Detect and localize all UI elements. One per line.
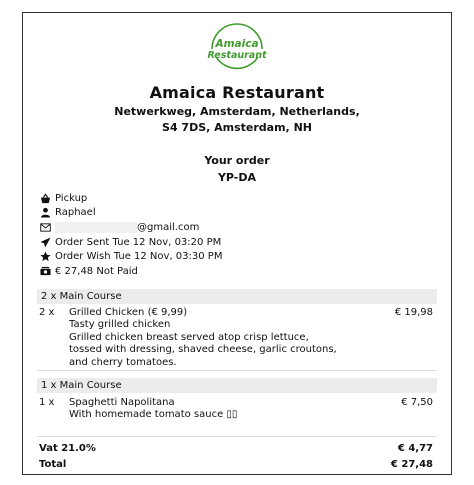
shopping-basket-icon (39, 192, 52, 204)
email-suffix: @gmail.com (137, 221, 200, 233)
total-label: Total (39, 459, 67, 470)
total-value: € 27,48 (390, 459, 433, 470)
item-name: Spaghetti Napolitana (69, 397, 175, 408)
info-payment (39, 264, 439, 279)
item-subtitle: Tasty grilled chicken (69, 319, 171, 331)
logo-graphic (204, 19, 270, 79)
restaurant-name: Amaica Restaurant (149, 83, 325, 102)
section-header: 2 x Main Course (37, 289, 437, 304)
item-quantity: 2 x (39, 307, 55, 318)
item-price: € 19,98 (394, 307, 433, 318)
item-body (69, 307, 337, 369)
pickup-text: Pickup (55, 192, 88, 204)
order-label: Your order (204, 154, 270, 167)
info-name (39, 206, 439, 221)
order-code: YP-DA (217, 171, 257, 184)
order-receipt (22, 12, 452, 475)
logo-line1: Amaica (215, 38, 259, 50)
order-wish-text: Order Wish Tue 12 Nov, 03:30 PM (55, 251, 223, 263)
redacted-email (55, 222, 137, 233)
divider (37, 436, 437, 437)
item-quantity: 1 x (39, 397, 55, 408)
info-pickup (39, 191, 439, 206)
customer-name: Raphael (55, 207, 96, 219)
order-sent-text: Order Sent Tue 12 Nov, 03:20 PM (55, 236, 222, 248)
logo-line2: Restaurant (207, 50, 267, 61)
star-icon (39, 251, 52, 263)
info-email (39, 220, 439, 235)
item-description: Grilled chicken breast served atop crisp lettuce, tossed with dressing, shaved cheese, garlic croutons, and cherry tomatoes. (69, 331, 337, 368)
envelope-icon (39, 221, 52, 233)
item-price: € 7,50 (401, 397, 433, 408)
restaurant-logo (204, 19, 270, 79)
info-order-sent (39, 235, 439, 250)
order-info (39, 191, 439, 279)
restaurant-address-line2: S4 7DS, Amsterdam, NH (162, 121, 312, 134)
item-subtitle: With homemade tomato sauce ▯▯ (69, 409, 238, 421)
money-icon (39, 265, 52, 277)
paper-plane-icon (39, 236, 52, 248)
divider (37, 370, 437, 371)
restaurant-address-line1: Netwerkweg, Amsterdam, Netherlands, (114, 105, 360, 118)
info-order-wish (39, 249, 439, 264)
section-header: 1 x Main Course (37, 378, 437, 393)
item-body (69, 397, 337, 422)
payment-text: € 27,48 Not Paid (55, 265, 138, 277)
vat-label: Vat 21.0% (39, 443, 96, 454)
user-icon (39, 207, 52, 219)
item-name: Grilled Chicken (€ 9,99) (69, 307, 188, 318)
vat-value: € 4,77 (397, 443, 433, 454)
